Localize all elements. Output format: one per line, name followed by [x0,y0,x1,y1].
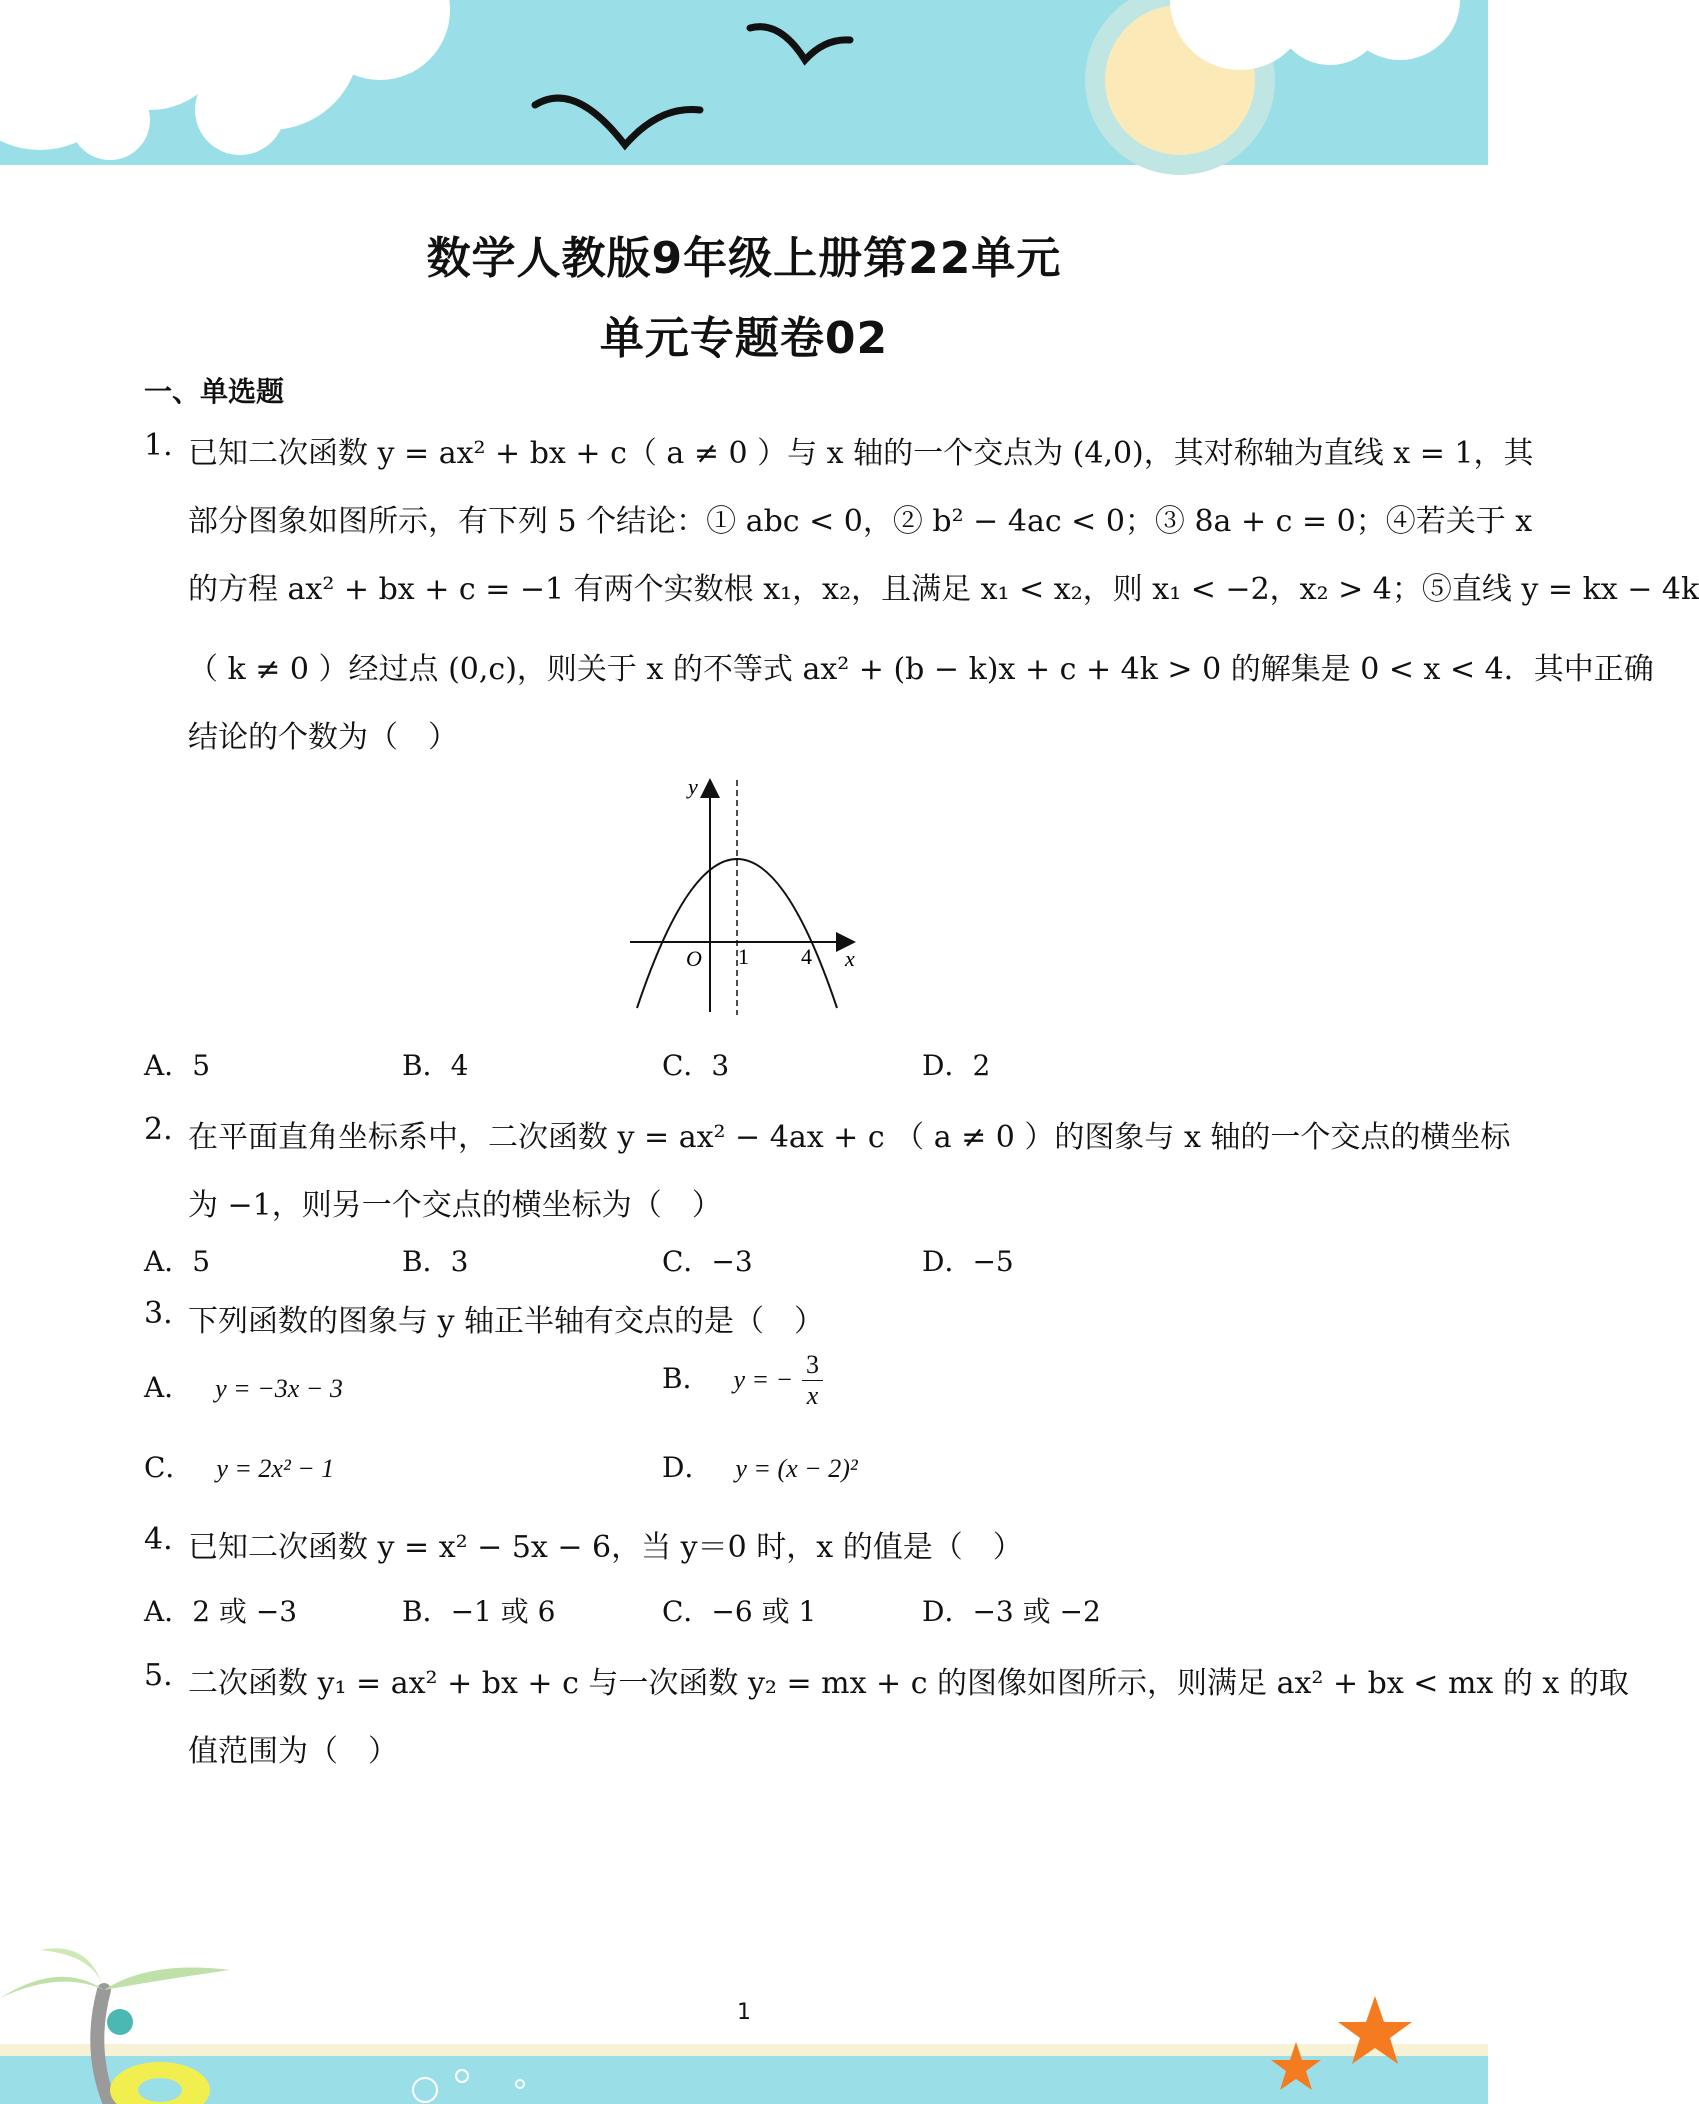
question-text-line: 在平面直角坐标系中，二次函数 y = ax² − 4ax + c （ a ≠ 0 ）的图象与 x 轴的一个交点的横坐标 [188,1120,1511,1155]
question-number: 1. [144,428,173,463]
option-formula: y = −3x − 3 [215,1374,343,1403]
fraction-numerator: 3 [802,1352,823,1381]
option-b[interactable] [662,1352,823,1409]
question-text-line: 为 −1，则另一个交点的横坐标为（ ） [188,1188,722,1223]
option-b[interactable]: B．−1 或 6 [402,1595,556,1628]
section-heading: 一、单选题 [144,375,285,408]
question-text-line: 已知二次函数 y = ax² + bx + c（ a ≠ 0 ）与 x 轴的一个交点为 (4,0)，其对称轴为直线 x = 1，其 [188,436,1534,471]
option-formula: y = 2x² − 1 [216,1454,335,1483]
question-number: 3. [144,1296,173,1331]
question-text-line: 下列函数的图象与 y 轴正半轴有交点的是（ ） [188,1304,825,1339]
header-sky-decoration [0,0,1488,170]
tick-label-1: 1 [738,944,749,969]
question-text-line: （ k ≠ 0 ）经过点 (0,c)，则关于 x 的不等式 ax² + (b − k)x + c + 4k > 0 的解集是 0 < x < 4．其中正确 [188,652,1654,687]
origin-label: O [686,946,702,971]
option-a[interactable]: A．5 [144,1245,211,1278]
question-text-line: 值范围为（ ） [188,1734,398,1769]
question-number: 5. [144,1658,173,1693]
option-c[interactable]: C．3 [662,1049,730,1082]
question-text-line: 二次函数 y₁ = ax² + bx + c 与一次函数 y₂ = mx + c 的图像如图所示，则满足 ax² + bx < mx 的 x 的取 [188,1666,1629,1701]
option-d[interactable]: D．−3 或 −2 [922,1595,1101,1628]
question-number: 4. [144,1522,173,1557]
x-axis-label: x [845,946,855,971]
option-d[interactable]: D．2 [922,1049,991,1082]
question-text-line: 结论的个数为（ ） [188,720,458,755]
option-b[interactable]: B．4 [402,1049,469,1082]
option-c[interactable]: C．−3 [662,1245,753,1278]
option-c[interactable]: C．−6 或 1 [662,1595,817,1628]
question-text-line: 部分图象如图所示，有下列 5 个结论：① abc < 0，② b² − 4ac < 0；③ 8a + c = 0；④若关于 x [188,504,1533,539]
option-letter: C． [144,1451,194,1484]
document-title: 数学人教版9年级上册第22单元 [426,233,1062,284]
fraction-denominator: x [806,1381,819,1410]
question-text-line: 已知二次函数 y = x² − 5x − 6，当 y＝0 时，x 的值是（ ） [188,1530,1023,1565]
option-letter: D． [662,1451,713,1484]
y-axis-label: y [688,774,698,799]
fraction [802,1352,823,1409]
parabola-graph [620,770,870,1020]
footer-beach-decoration [0,1920,1488,2104]
question-number: 2. [144,1112,173,1147]
option-a[interactable] [144,1366,343,1406]
option-c[interactable] [144,1446,334,1486]
option-d[interactable]: D．−5 [922,1245,1014,1278]
option-letter: A． [144,1371,193,1404]
page-number: 1 [737,2000,751,2025]
option-formula: y = (x − 2)² [735,1454,858,1483]
option-b[interactable]: B．3 [402,1245,469,1278]
option-d[interactable] [662,1446,858,1486]
option-letter: B． [662,1362,711,1395]
tick-label-4: 4 [801,944,812,969]
document-subtitle: 单元专题卷02 [599,313,889,364]
option-a[interactable]: A．2 或 −3 [144,1595,298,1628]
option-a[interactable]: A．5 [144,1049,211,1082]
option-formula: y = − [733,1365,794,1394]
question-text-line: 的方程 ax² + bx + c = −1 有两个实数根 x₁，x₂，且满足 x₁ < x₂，则 x₁ < −2，x₂ > 4；⑤直线 y = kx − 4k [188,572,1699,607]
